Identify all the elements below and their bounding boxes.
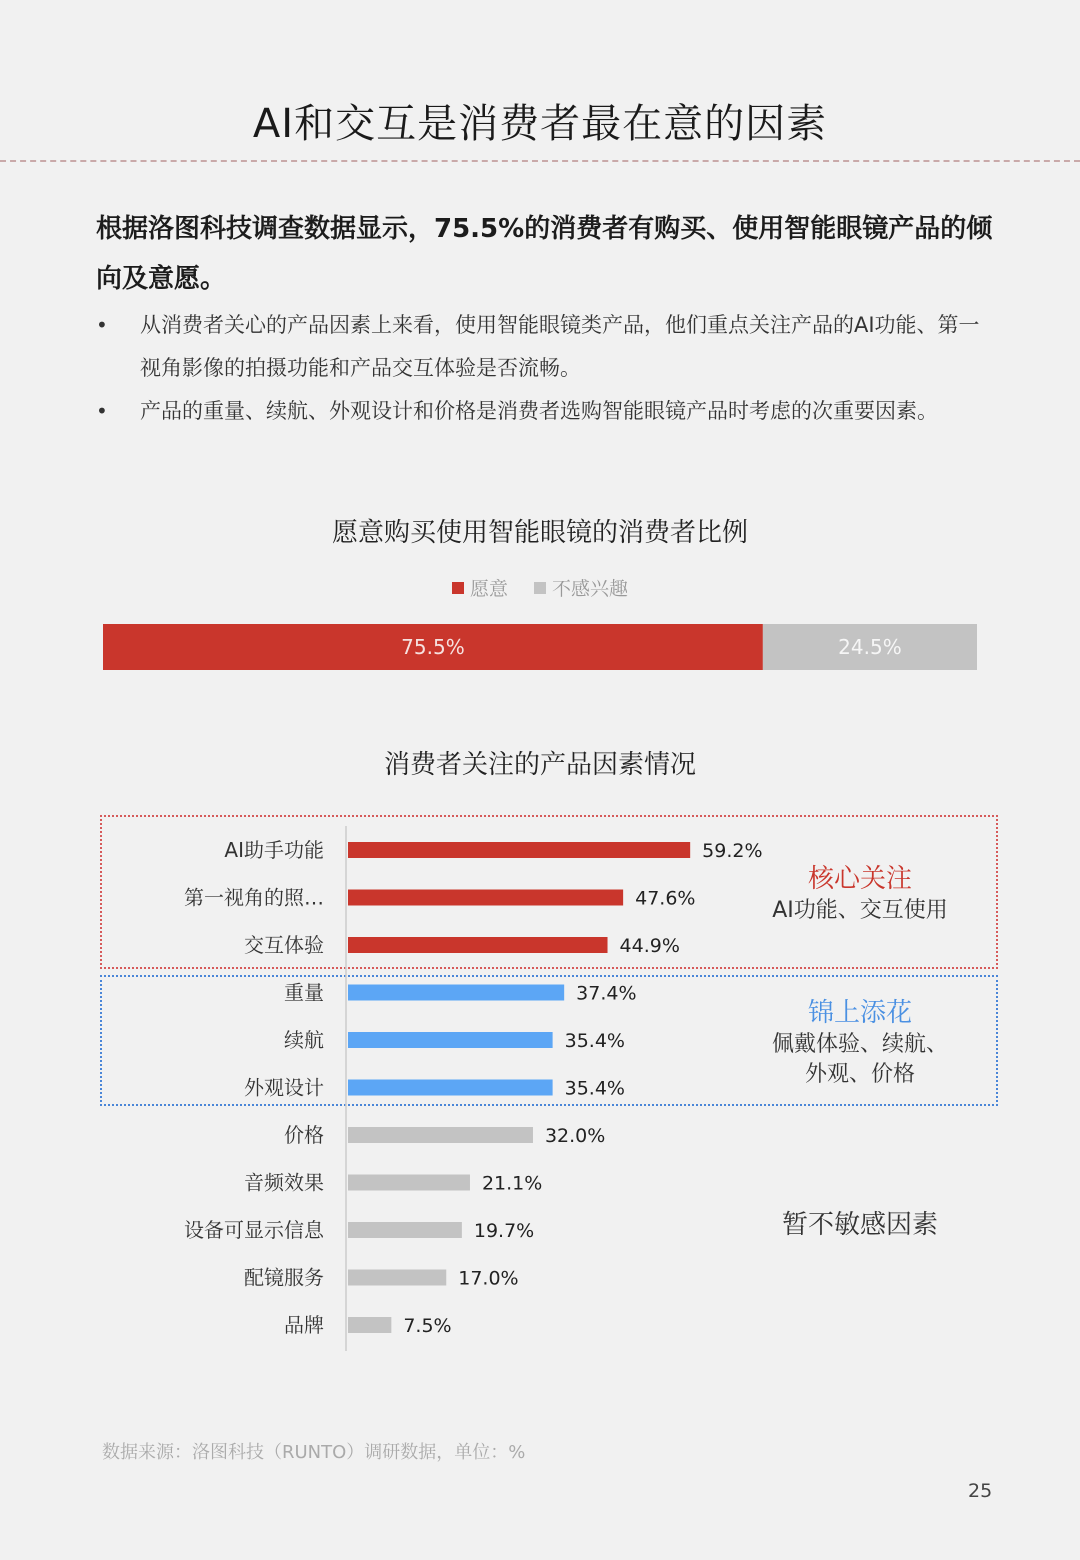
category-label: 音频效果 (244, 1170, 324, 1195)
legend-swatch-not-interested (534, 582, 546, 594)
bar (348, 1175, 470, 1191)
share-bar-label-0: 75.5% (401, 635, 465, 659)
value-label: 37.4% (576, 982, 637, 1005)
bullet-list (96, 304, 996, 433)
bar (348, 1317, 391, 1333)
secondary-note-line1: 佩戴体验、续航、 (771, 1032, 948, 1057)
value-label: 35.4% (564, 1077, 625, 1100)
headline: 根据洛图科技调查数据显示，75.5%的消费者有购买、使用智能眼镜产品的倾向及意愿。 (96, 214, 993, 294)
page-number: 25 (968, 1480, 993, 1502)
bar (348, 1032, 553, 1048)
value-label: 19.7% (473, 1220, 535, 1242)
bar (348, 890, 623, 906)
bullet-text: 从消费者关心的产品因素上来看，使用智能眼镜类产品，他们重点关注产品的AI功能、第一视角影像的拍摄功能和产品交互体验是否流畅。 (140, 313, 980, 380)
insensitive-note-title: 暂不敏感因素 (781, 1210, 938, 1240)
category-label: 品牌 (284, 1313, 324, 1337)
legend-label-willing: 愿意 (469, 578, 508, 600)
core-note-text: AI功能、交互使用 (772, 898, 948, 923)
value-label: 21.1% (481, 1172, 543, 1195)
data-source: 数据来源：洛图科技（RUNTO）调研数据，单位：% (102, 1442, 526, 1463)
category-label: 续航 (284, 1028, 324, 1052)
category-label: 设备可显示信息 (184, 1218, 324, 1242)
category-label: 价格 (284, 1123, 324, 1147)
legend-item-not-interested (534, 574, 628, 601)
bar (348, 1080, 553, 1096)
bar (348, 937, 608, 953)
category-label: 重量 (284, 980, 324, 1005)
chart1-title: 愿意购买使用智能眼镜的消费者比例 (331, 518, 748, 548)
legend-item-willing (452, 574, 508, 601)
value-label: 32.0% (544, 1125, 606, 1147)
category-label: 第一视角的照… (184, 885, 324, 910)
bar (348, 985, 564, 1001)
value-label: 17.0% (458, 1267, 519, 1290)
value-label: 7.5% (403, 1315, 452, 1337)
core-note-title: 核心关注 (807, 864, 912, 894)
category-label: AI助手功能 (224, 838, 324, 862)
core-note (720, 862, 1000, 926)
chart1-svg (0, 610, 1080, 690)
legend-label-not-interested: 不感兴趣 (552, 578, 629, 600)
category-label: 交互体验 (244, 933, 324, 957)
bullet-text: 产品的重量、续航、外观设计和价格是消费者选购智能眼镜产品时考虑的次重要因素。 (140, 399, 938, 423)
chart1-legend (0, 574, 1080, 601)
bullet-dot: • (96, 399, 108, 423)
title-divider (0, 160, 1080, 162)
chart2-title: 消费者关注的产品因素情况 (383, 750, 696, 780)
value-label: 59.2% (702, 840, 763, 862)
bar (348, 1127, 533, 1143)
page-title: AI和交互是消费者最在意的因素 (252, 101, 828, 147)
insensitive-note (720, 1208, 1000, 1242)
bullet-item (96, 304, 996, 390)
bar (348, 842, 690, 858)
value-label: 47.6% (635, 887, 696, 910)
share-bar-label-1: 24.5% (838, 635, 902, 659)
bullet-item (96, 390, 996, 433)
secondary-note-line2: 外观、价格 (804, 1062, 915, 1087)
category-label: 外观设计 (244, 1075, 324, 1100)
bar (348, 1222, 462, 1238)
secondary-note-title: 锦上添花 (807, 998, 912, 1028)
value-label: 35.4% (564, 1030, 625, 1052)
category-label: 配镜服务 (244, 1265, 324, 1290)
bullet-dot: • (96, 313, 108, 337)
bar (348, 1270, 446, 1286)
secondary-note (720, 996, 1000, 1090)
value-label: 44.9% (619, 935, 680, 957)
legend-swatch-willing (452, 582, 464, 594)
